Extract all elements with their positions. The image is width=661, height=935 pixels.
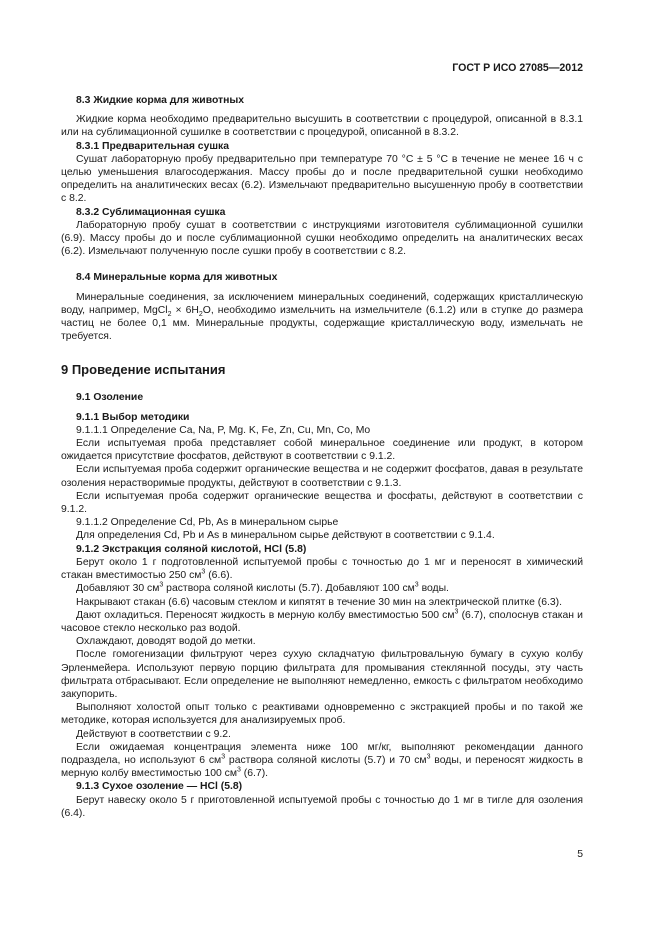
section-9-1-3-title: 9.1.3 Сухое озоление — HCl (5.8) [76,781,243,793]
paragraph-phosphates: Если испытуемая проба представляет собой минеральное соединение или продукт, в котором ожидается присутствие фосфатов, действуют в соответствии с 9.1.2. [61,438,583,463]
page-number: 5 [577,849,583,860]
section-8-4-title: 8.4 Минеральные корма для животных [76,272,278,284]
section-9-1-title: 9.1 Озоление [76,392,144,404]
section-8-3-2-paragraph: Лабораторную пробу сушат в соответствии с инструкциями изготовителя сублимационной сушилки (6.9). Массу пробы до и после сублимационной сушки необходимо определить на аналитических весах (6.2). Измельчают полученную после сушки пробу в соответствии с 8.2. [61,219,583,258]
paragraph-low-concentration: Если ожидаемая концентрация элемента ниже 100 мг/кг, выполняют рекомендации данного подраздела, но используют 6 $см^3$ раствора соляной кислоты (5.7) и 70 $см^3$ воды, и переносят жидкость в мерную колбу вместимостью 100 $см^3$ (6.7). [61,741,583,780]
section-8-3-paragraph: Жидкие корма необходимо предварительно высушить в соответствии с процедурой, описанной в 8.3.1 или на сублимационной сушилке в соответствии с процедурой, описанной в 8.3.2. [61,114,583,139]
paragraph-cd-pb-as: Для определения Cd, Pb и As в минеральном сырье действуют в соответствии с 9.1.4. [76,530,495,542]
section-9-1-2-title: 9.1.2 Экстракция соляной кислотой, HCl (5.8) [76,543,307,555]
section-9-1-1-2: 9.1.1.2 Определение Cd, Pb, As в минеральном сырье [76,517,339,529]
paragraph-dry-ashing: Берут навеску около 5 г приготовленной испытуемой пробы с точностью до 1 мг в тигле для озоления (6.4). [61,794,583,819]
standard-code-header: ГОСТ Р ИСО 27085—2012 [452,62,583,74]
section-8-3-2-title: 8.3.2 Сублимационная сушка [76,206,226,218]
paragraph-organic-phosphates: Если испытуемая проба содержит органические вещества и фосфаты, действуют в соответствии с 9.1.2. [61,490,583,516]
section-8-4-paragraph: Минеральные соединения, за исключением минеральных соединений, содержащих кристаллическую воду, например, MgCl$_2$ × $6H_2O$, необходимо измельчить на измельчителе (6.1.2) или в ступке до размера частиц не более 0,1 мм. Минеральные продукты, содержащие кристаллическую воду, измельчать не требуется. [61,291,583,343]
paragraph-cool-transfer: Дают охладиться. Переносят жидкость в мерную колбу вместимостью 500 $см^3$ (6.7), сполоснув стакан и часовое стекло несколько раз водой. [61,608,583,634]
section-9-1-1-title: 9.1.1 Выбор методики [76,411,190,423]
section-8-3-title: 8.3 Жидкие корма для животных [76,95,245,106]
page-content [61,94,583,820]
paragraph-organic-no-phosphates: Если испытуемая проба содержит органические вещества и не содержит фосфатов, давая в результате озоления нерастворимые продукты, действуют в соответствии с 9.1.3. [61,464,583,489]
section-8-3-1-title: 8.3.1 Предварительная сушка [76,140,230,152]
section-8-3-1-paragraph: Сушат лабораторную пробу предварительно при температуре 70 °C ± 5 °C в течение не менее 16 ч с целью уменьшения влагосодержания. Массу пробы до и после предварительной сушки необходимо определить на аналитических весах (6.2). Измельчают предварительно высушенную пробу в соответствии с 8.2. [61,153,583,205]
paragraph-cool-fill: Охлаждают, доводят водой до метки. [76,636,256,648]
paragraph-blank: Выполняют холостой опыт только с реактивами одновременно с экстракцией пробы и по такой же методике, которая используется для анализируемых проб. [61,702,583,727]
paragraph-take-sample: Берут около 1 г подготовленной испытуемой пробы с точностью до 1 мг и переносят в химический стакан вместимостью 250 $см^3$ (6.6). [61,556,583,582]
section-9-title: 9 Проведение испытания [61,362,226,378]
paragraph-boil: Накрывают стакан (6.6) часовым стеклом и кипятят в течение 30 мин на электрической плитке (6.3). [76,596,562,608]
section-9-1-1-1: 9.1.1.1 Определение Ca, Na, P, Mg. K, Fe, Zn, Cu, Mn, Co, Mo [76,424,371,436]
paragraph-filter: После гомогенизации фильтруют через сухую складчатую фильтровальную бумагу в сухую колбу Эрленмейера. Используют первую порцию фильтрата для промывания стеклянной посуды, эту часть фильтрата отбрасывают. Если определение не выполняют немедленно, емкость с фильтратом необходимо закупорить. [61,649,583,700]
paragraph-proceed: Действуют в соответствии с 9.2. [76,728,231,740]
paragraph-add-acid: Добавляют 30 $см^3$ раствора соляной кислоты (5.7). Добавляют 100 $см^3$ воды. [76,581,449,595]
